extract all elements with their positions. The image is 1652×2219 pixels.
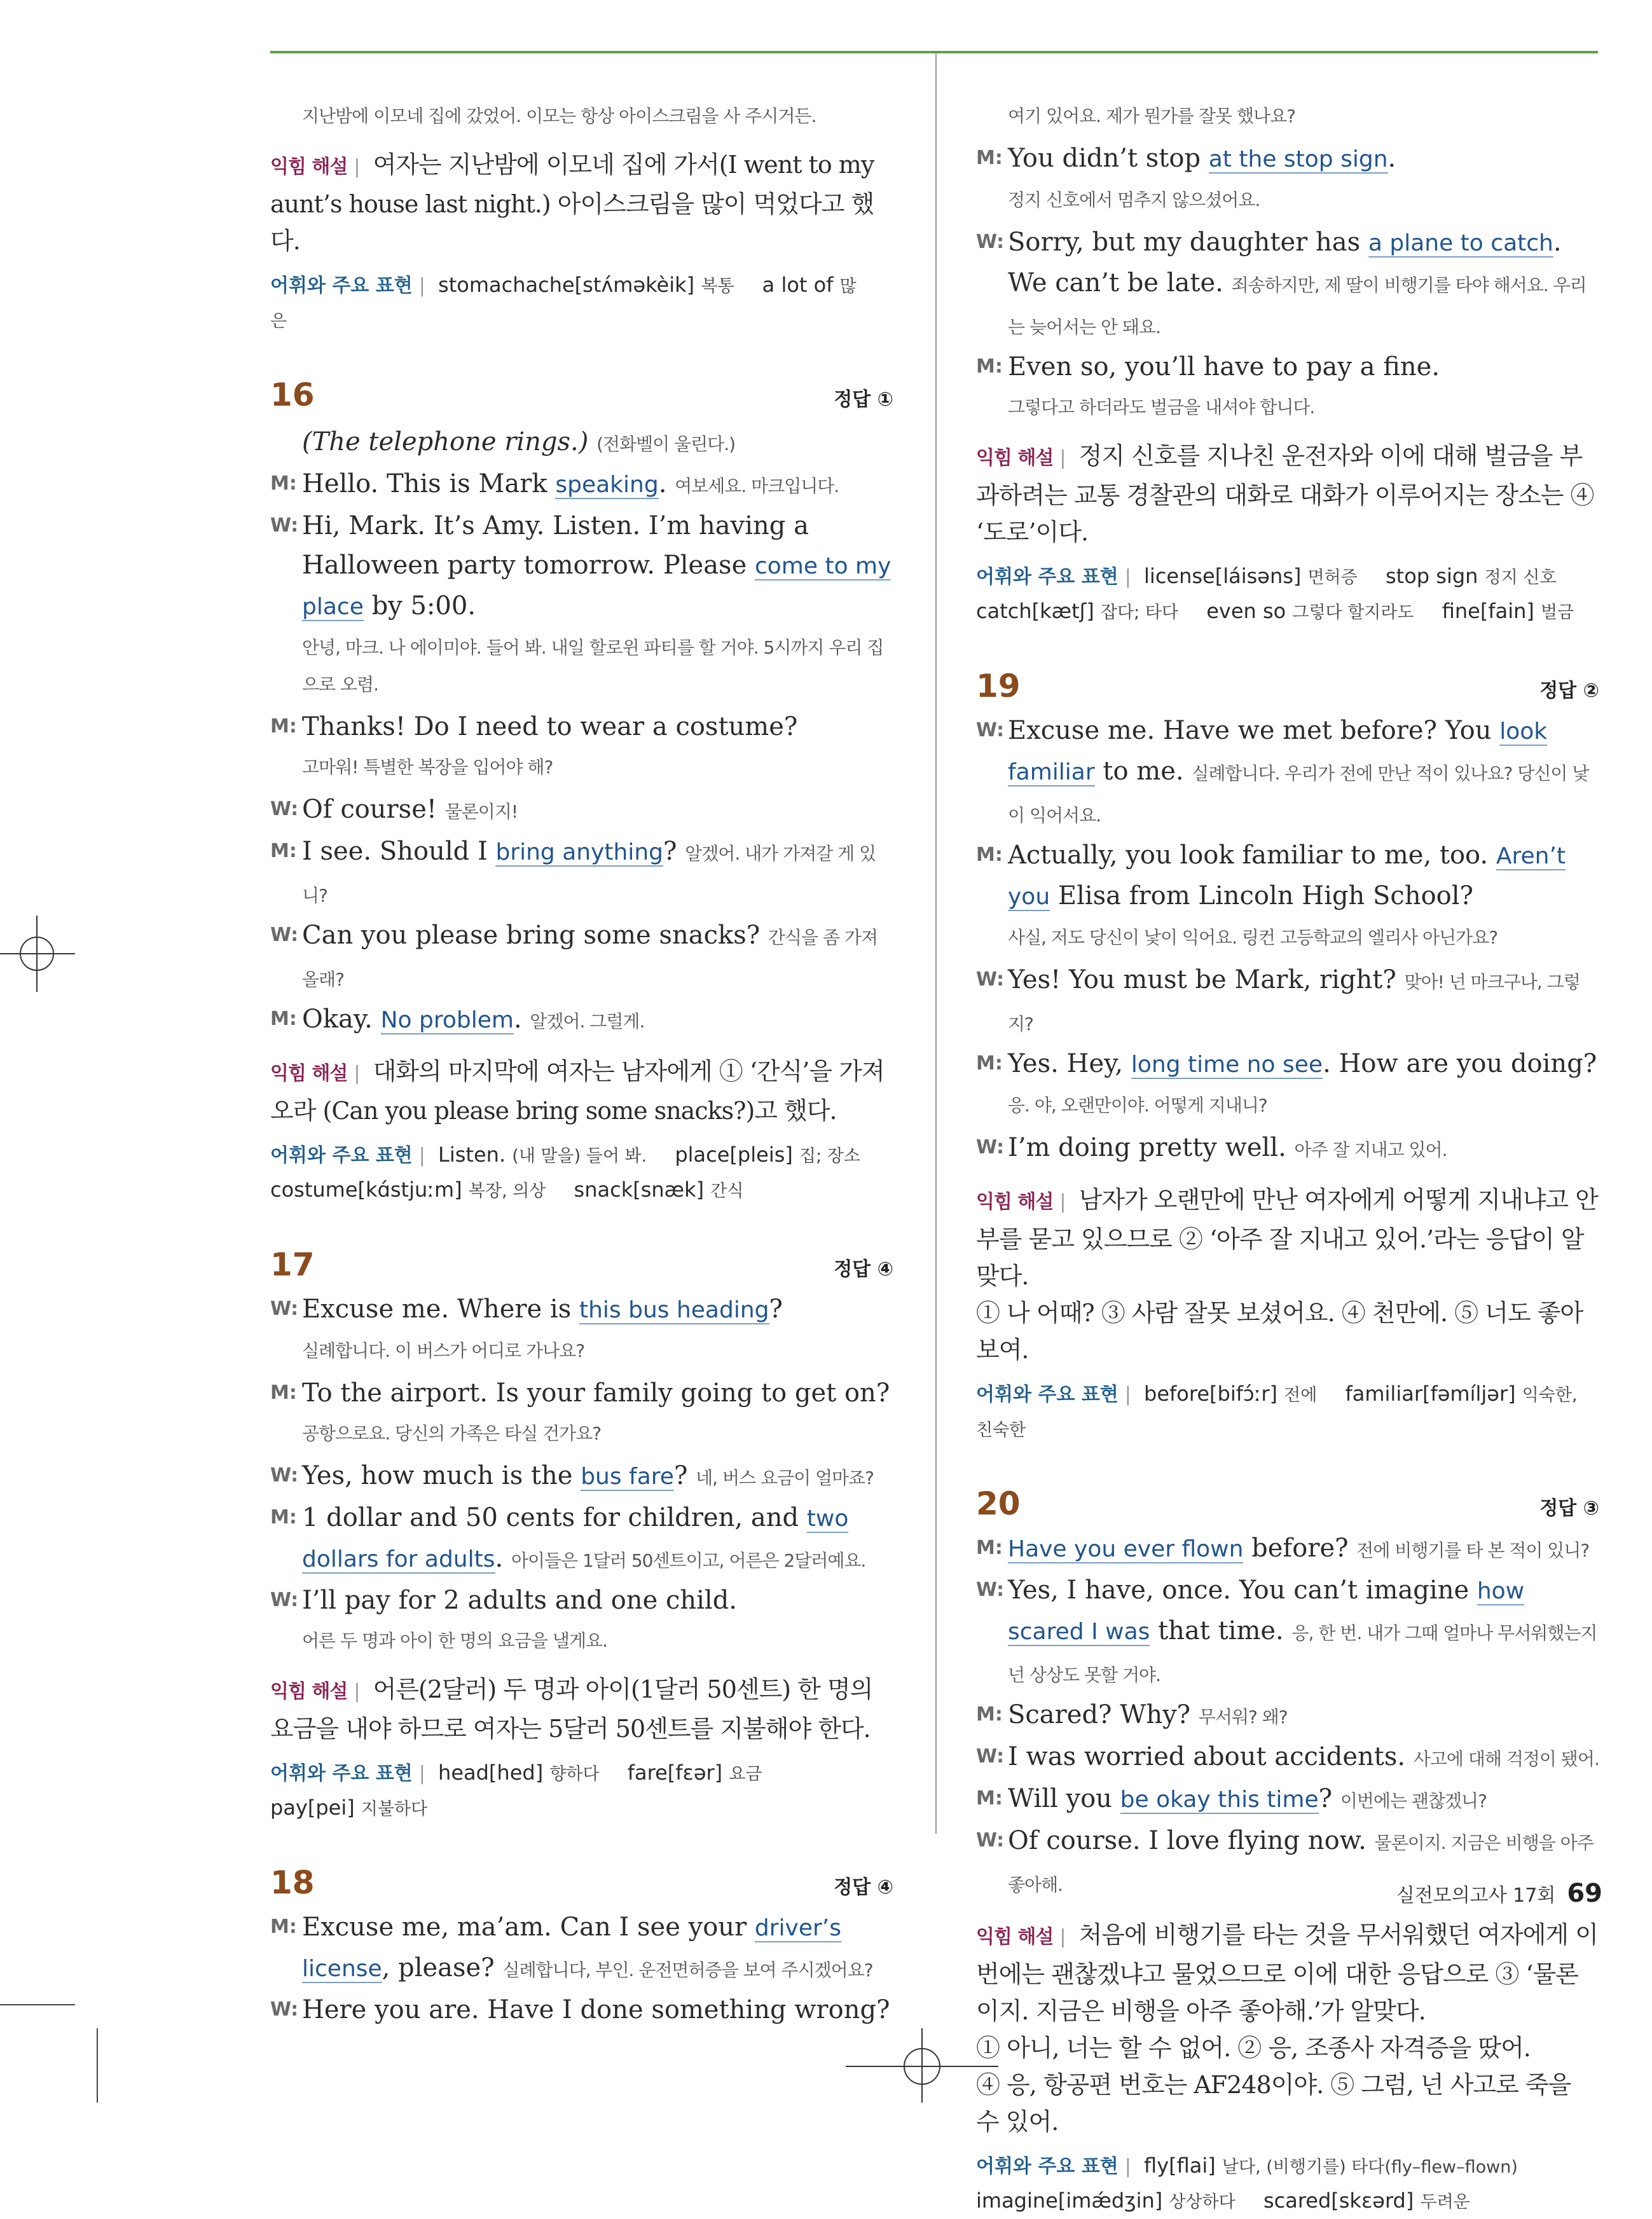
line-translation: 사실, 저도 당신이 낯이 익어요. 링컨 고등학교의 엘리사 아닌가요? xyxy=(1008,927,1498,948)
dialogue-line: W: Can you please bring some snacks? 간식을 좀 가져올래? xyxy=(270,921,878,990)
line-translation: 그렇다고 하더라도 벌금을 내셔야 합니다. xyxy=(1008,397,1315,418)
answer-key: 정답 ④ xyxy=(834,1876,893,1899)
q16-explanation: 익힘 해설 | 대화의 마지막에 여자는 남자에게 ① ‘간식’을 가져오라 (Can you please bring some snacks?)고 했다. xyxy=(270,1057,885,1125)
q18-vocab: 어휘와 주요 표현 | license[láisəns] 면허증 stop sign 정지 신호 catch[kætʃ] 잡다; 타다 even so 그렇다 할지라도 fine[fain] 벌금 xyxy=(976,564,1574,623)
line-translation: 어른 두 명과 아이 한 명의 요금을 낼게요. xyxy=(302,1630,607,1651)
line-translation: 여기 있어요. 제가 뭔가를 잘못 했나요? xyxy=(1008,106,1295,127)
line-translation: 공항으로요. 당신의 가족은 타실 건가요? xyxy=(302,1423,602,1444)
crop-mark xyxy=(0,2004,75,2005)
dialogue-line: W: Sorry, but my daughter has a plane to catch. We can’t be late. 죄송하지만, 제 딸이 비행기를 타야 해서요. 우리는 늦어서는 안 돼요. xyxy=(976,228,1587,338)
dialogue-line: M: Yes. Hey, long time no see. How are you doing? xyxy=(976,1049,1597,1078)
q17-explanation: 익힘 해설 | 어른(2달러) 두 명과 아이(1달러 50센트) 한 명의 요금을 내야 하므로 여자는 5달러 50센트를 지불해야 한다. xyxy=(270,1675,873,1743)
answer-key: 정답 ② xyxy=(1539,680,1599,702)
dialogue-line: W: Here you are. Have I done something wrong? xyxy=(270,1995,890,2024)
answer-key: 정답 ① xyxy=(834,388,893,411)
question-number: 18 xyxy=(270,1864,315,1901)
dialogue-line: W: I’ll pay for 2 adults and one child. xyxy=(270,1586,738,1615)
q15-vocab: 어휘와 주요 표현 | stomachache[stʌ́məkèik] 복통 a lot of 많은 xyxy=(270,273,857,331)
dialogue-line: W: Of course. I love flying now. 물론이지. 지금은 비행을 아주 좋아해. xyxy=(976,1826,1593,1895)
question-19 xyxy=(976,666,1599,1447)
dialogue-line: M: Actually, you look familiar to me, too. Aren’t you Elisa from Lincoln High School? xyxy=(976,841,1566,910)
vocab-meaning: 많은 xyxy=(270,277,857,331)
line-translation: 응. 야, 오랜만이야. 어떻게 지내니? xyxy=(1008,1095,1267,1116)
dialogue-line: M: Excuse me, ma’am. Can I see your driver’s license, please? 실례합니다, 부인. 운전면허증을 보여 주시겠어요? xyxy=(270,1913,873,1982)
dialogue-line: M: Hello. This is Mark speaking. 여보세요. 마크입니다. xyxy=(270,469,839,498)
page-footer xyxy=(1396,1879,1602,1908)
dialogue-line: W: I was worried about accidents. 사고에 대해 걱정이 됐어. xyxy=(976,1742,1599,1771)
dialogue-line: M: 1 dollar and 50 cents for children, and two dollars for adults. 아이들은 1달러 50센트이고, 어른은 2달러예요. xyxy=(270,1503,866,1573)
question-number: 20 xyxy=(976,1485,1021,1522)
registration-mark-icon xyxy=(0,916,83,992)
section-label: 실전모의고사 17회 xyxy=(1396,1885,1556,1907)
q20-explanation: 익힘 해설 | 처음에 비행기를 타는 것을 무서워했던 여자에게 이번에는 괜찮겠냐고 물었으므로 이에 대한 응답으로 ③ ‘물론이지. 지금은 비행을 아주 좋아해.’가 알맞다. ① 아니, 너는 할 수 없어. ② 응, 조종사 자격증을 땄어. ④ 응, 항공편 번호는 AF248이야. ⑤ 그럼, 넌 사고로 죽을 수 있어. xyxy=(976,1921,1598,2136)
dialogue-line: W: Yes, I have, once. You can’t imagine how scared I was that time. 응, 한 번. 내가 그때 얼마나 무서워했는지 넌 상상도 못할 거야. xyxy=(976,1576,1597,1686)
q20-vocab: 어휘와 주요 표현 | fly[flai] 날다, (비행기를) 타다(fly–flew–flown) imagine[imǽdʒin] 상상하다 scared[skɛərd] 두려운 xyxy=(976,2154,1518,2213)
dialogue-line: W: Yes, how much is the bus fare? 네, 버스 요금이 얼마죠? xyxy=(270,1461,874,1490)
question-18 xyxy=(270,1863,893,2030)
dialogue-line: M: To the airport. Is your family going to get on? xyxy=(270,1378,890,1408)
vocab-word: a lot of xyxy=(762,273,834,297)
q19-explanation: 익힘 해설 | 남자가 오랜만에 만난 여자에게 어떻게 지내냐고 안부를 묻고 있으므로 ② ‘아주 잘 지내고 있어.’라는 응답이 알맞다. ① 나 어때? ③ 사람 잘못 보셨어요. ④ 천만에. ⑤ 너도 좋아 보여. xyxy=(976,1186,1598,1364)
q15-translation: 지난밤에 이모네 집에 갔었어. 이모는 항상 아이스크림을 사 주시거든. xyxy=(302,106,816,127)
q16-vocab: 어휘와 주요 표현 | Listen. (내 말을) 들어 봐. place[pleis] 집; 장소 costume[kɑ́stjuːm] 복장, 의상 snack[snæk] 간식 xyxy=(270,1143,860,1202)
left-column xyxy=(270,95,893,2030)
dialogue-line: M: Even so, you’ll have to pay a fine. xyxy=(976,352,1440,381)
q18-explanation: 익힘 해설 | 정지 신호를 지나친 운전자와 이에 대해 벌금을 부과하려는 교통 경찰관의 대화로 대화가 이루어지는 장소는 ④ ‘도로’이다. xyxy=(976,442,1594,546)
page-number: 69 xyxy=(1567,1879,1602,1908)
dialogue-line: M: Scared? Why? 무서워? 왜? xyxy=(976,1700,1288,1729)
question-17 xyxy=(270,1245,893,1826)
q19-vocab: 어휘와 주요 표현 | before[bifɔ́ːr] 전에 familiar[fəmíljər] 익숙한, 친숙한 xyxy=(976,1382,1578,1440)
registration-mark-icon xyxy=(846,2028,998,2103)
expl-label: 익힘 해설 xyxy=(270,156,348,178)
dialogue-line: M: Will you be okay this time? 이번에는 괜찮겠니? xyxy=(976,1784,1487,1813)
vocab-word: stomachache[stʌ́məkèik] xyxy=(438,273,695,297)
line-translation: 안녕, 마크. 나 에이미야. 들어 봐. 내일 할로윈 파티를 할 거야. 5시까지 우리 집으로 오렴. xyxy=(302,637,884,695)
line-translation: 고마워! 특별한 복장을 입어야 해? xyxy=(302,757,553,778)
expl-text: 여자는 지난밤에 이모네 집에 가서(I went to my aunt’s house last night.) 아이스크림을 많이 먹었다고 했다. xyxy=(270,151,874,255)
dialogue-line: M: You didn’t stop at the stop sign. xyxy=(976,144,1396,173)
question-number: 17 xyxy=(270,1246,315,1283)
answer-key: 정답 ④ xyxy=(834,1258,893,1281)
dialogue-line: W: Excuse me. Have we met before? You look familiar to me. 실례합니다. 우리가 전에 만난 적이 있나요? 당신이 낯이 익어서요. xyxy=(976,716,1589,826)
top-rule xyxy=(270,51,1598,53)
line-translation: 정지 신호에서 멈추지 않으셨어요. xyxy=(1008,189,1260,210)
dialogue-line: W: Hi, Mark. It’s Amy. Listen. I’m having a Halloween party tomorrow. Please come to my place by 5:00. xyxy=(270,511,891,621)
q17-vocab: 어휘와 주요 표현 | head[hed] 향하다 fare[fɛər] 요금 pay[pei] 지불하다 xyxy=(270,1761,762,1820)
dialogue-line: M: Have you ever flown before? 전에 비행기를 타 본 적이 있니? xyxy=(976,1534,1590,1563)
dialogue-line: M: Thanks! Do I need to wear a costume? xyxy=(270,712,798,741)
dialogue-line: M: Okay. No problem. 알겠어. 그럴게. xyxy=(270,1005,645,1034)
dialogue-line: W: Yes! You must be Mark, right? 맞아! 넌 마크구나, 그렇지? xyxy=(976,965,1580,1034)
column-divider xyxy=(935,53,937,1834)
dialogue-line: W: Excuse me. Where is this bus heading? xyxy=(270,1295,783,1324)
stage-direction: (The telephone rings.) (전화벨이 울린다.) xyxy=(302,427,736,457)
question-number: 16 xyxy=(270,376,315,413)
vocab-meaning: 복통 xyxy=(701,277,734,296)
line-translation: 실례합니다. 이 버스가 어디로 가나요? xyxy=(302,1340,585,1361)
answer-key: 정답 ③ xyxy=(1539,1497,1599,1520)
crop-mark xyxy=(97,2028,98,2103)
vocab-label: 어휘와 주요 표현 xyxy=(270,275,413,297)
question-16 xyxy=(270,375,893,1208)
dialogue-line: M: I see. Should I bring anything? 알겠어. 내가 가져갈 게 있니? xyxy=(270,837,876,906)
dialogue-line: W: Of course! 물론이지! xyxy=(270,795,518,824)
dialogue-line: W: I’m doing pretty well. 아주 잘 지내고 있어. xyxy=(976,1133,1447,1162)
question-number: 19 xyxy=(976,668,1021,704)
question-20 xyxy=(976,1484,1599,2219)
q15-explanation: 익힘 해설 | 여자는 지난밤에 이모네 집에 가서(I went to my aunt’s house last night.) 아이스크림을 많이 먹었다고 했다. xyxy=(270,151,874,255)
